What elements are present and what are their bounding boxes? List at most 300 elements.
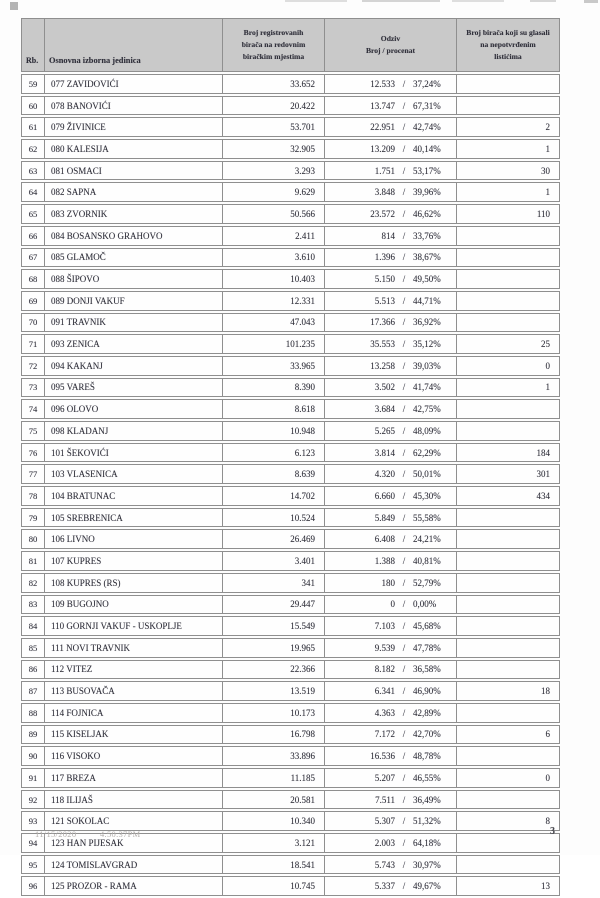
turnout-slash: / [402, 100, 406, 111]
cell-registered-voters: 6.123 [222, 443, 324, 463]
turnout-count: 5.207 [374, 772, 395, 783]
cell-registered-voters: 3.293 [222, 161, 324, 181]
cell-row-number: 67 [21, 248, 44, 268]
cell-unconfirmed-ballots [456, 74, 560, 94]
cell-unconfirmed-ballots [456, 226, 560, 246]
scan-artifact-dash [285, 0, 347, 2]
cell-turnout [324, 790, 456, 810]
turnout-percent: 36,49% [413, 794, 441, 805]
table-row [21, 855, 560, 875]
cell-turnout [324, 508, 456, 528]
cell-electoral-unit: 078 BANOVIĆI [44, 96, 222, 116]
cell-electoral-unit: 124 TOMISLAVGRAD [44, 855, 222, 875]
cell-unconfirmed-ballots: 184 [456, 443, 560, 463]
cell-row-number: 76 [21, 443, 44, 463]
cell-registered-voters: 47.043 [222, 313, 324, 333]
cell-unconfirmed-ballots [456, 248, 560, 268]
header-registered-line3: biračkim mjestima [242, 51, 305, 61]
header-rb: Rb. [21, 18, 44, 72]
turnout-slash: / [402, 881, 406, 892]
cell-row-number: 77 [21, 464, 44, 484]
turnout-percent: 46,55% [413, 772, 441, 783]
table-row [21, 291, 560, 311]
turnout-percent: 36,58% [413, 664, 441, 675]
turnout-count: 13.747 [370, 100, 395, 111]
cell-unconfirmed-ballots [456, 595, 560, 615]
turnout-count: 3.502 [374, 382, 395, 393]
footer-page-number: 3 [550, 826, 555, 837]
cell-unconfirmed-ballots [456, 855, 560, 875]
turnout-slash: / [402, 252, 406, 263]
cell-turnout [324, 660, 456, 680]
cell-electoral-unit: 081 OSMACI [44, 161, 222, 181]
scan-artifact-square [10, 2, 18, 10]
turnout-count: 5.513 [374, 295, 395, 306]
cell-registered-voters: 18.541 [222, 855, 324, 875]
cell-electoral-unit: 104 BRATUNAC [44, 486, 222, 506]
turnout-slash: / [402, 859, 406, 870]
cell-turnout [324, 746, 456, 766]
table-row [21, 508, 560, 528]
cell-turnout [324, 117, 456, 137]
header-registered-line1: Broj registrovanih [243, 28, 304, 38]
table-body [21, 74, 560, 896]
table-row [21, 443, 560, 463]
header-turnout [324, 18, 456, 72]
cell-electoral-unit: 094 KAKANJ [44, 356, 222, 376]
turnout-count: 4.363 [374, 707, 395, 718]
turnout-count: 13.209 [370, 143, 395, 154]
cell-unconfirmed-ballots: 30 [456, 161, 560, 181]
cell-registered-voters: 8.390 [222, 378, 324, 398]
turnout-count: 16.536 [370, 751, 395, 762]
cell-turnout [324, 443, 456, 463]
turnout-count: 12.533 [370, 78, 395, 89]
turnout-count: 7.103 [374, 621, 395, 632]
table-row [21, 551, 560, 571]
turnout-count: 6.408 [374, 534, 395, 545]
turnout-count: 7.511 [375, 794, 395, 805]
cell-registered-voters: 50.566 [222, 204, 324, 224]
turnout-count: 5.150 [374, 274, 395, 285]
header-unconfirmed-line1: Broj birača koji su glasali [466, 28, 550, 38]
cell-registered-voters: 10.173 [222, 703, 324, 723]
cell-electoral-unit: 080 KALESIJA [44, 139, 222, 159]
cell-electoral-unit: 096 OLOVO [44, 399, 222, 419]
turnout-percent: 36,92% [413, 317, 441, 328]
cell-registered-voters: 33.896 [222, 746, 324, 766]
cell-turnout [324, 486, 456, 506]
table-row [21, 486, 560, 506]
turnout-percent: 42,74% [413, 122, 441, 133]
turnout-count: 6.660 [374, 490, 395, 501]
cell-turnout [324, 204, 456, 224]
cell-turnout [324, 399, 456, 419]
cell-electoral-unit: 091 TRAVNIK [44, 313, 222, 333]
cell-turnout [324, 464, 456, 484]
table-row [21, 746, 560, 766]
turnout-count: 1.388 [374, 555, 395, 566]
turnout-percent: 40,81% [413, 555, 441, 566]
cell-row-number: 93 [21, 811, 44, 831]
cell-turnout [324, 681, 456, 701]
cell-electoral-unit: 084 BOSANSKO GRAHOVO [44, 226, 222, 246]
header-registered-voters [222, 18, 324, 72]
cell-unconfirmed-ballots: 0 [456, 768, 560, 788]
turnout-percent: 41,74% [413, 382, 441, 393]
cell-turnout [324, 291, 456, 311]
cell-electoral-unit: 107 KUPRES [44, 551, 222, 571]
header-unconfirmed-line3: listićima [494, 51, 522, 61]
turnout-slash: / [402, 751, 406, 762]
cell-electoral-unit: 109 BUGOJNO [44, 595, 222, 615]
turnout-slash: / [402, 469, 406, 480]
cell-electoral-unit: 113 BUSOVAČA [44, 681, 222, 701]
cell-registered-voters: 341 [222, 573, 324, 593]
cell-unconfirmed-ballots [456, 291, 560, 311]
cell-row-number: 71 [21, 334, 44, 354]
turnout-slash: / [402, 577, 406, 588]
turnout-percent: 49,50% [413, 274, 441, 285]
cell-turnout [324, 725, 456, 745]
turnout-percent: 45,68% [413, 621, 441, 632]
cell-turnout [324, 573, 456, 593]
cell-unconfirmed-ballots [456, 616, 560, 636]
turnout-count: 6.341 [374, 686, 395, 697]
turnout-count: 180 [381, 577, 395, 588]
cell-unconfirmed-ballots: 18 [456, 681, 560, 701]
cell-unconfirmed-ballots [456, 508, 560, 528]
cell-unconfirmed-ballots [456, 703, 560, 723]
cell-turnout [324, 161, 456, 181]
cell-row-number: 87 [21, 681, 44, 701]
turnout-percent: 62,29% [413, 447, 441, 458]
cell-turnout [324, 313, 456, 333]
cell-electoral-unit: 108 KUPRES (RS) [44, 573, 222, 593]
cell-registered-voters: 10.948 [222, 421, 324, 441]
table-row [21, 399, 560, 419]
cell-registered-voters: 29.447 [222, 595, 324, 615]
turnout-percent: 44,71% [413, 295, 441, 306]
turnout-slash: / [402, 664, 406, 675]
table-row [21, 573, 560, 593]
cell-unconfirmed-ballots: 301 [456, 464, 560, 484]
scan-artifact-dash [584, 0, 598, 3]
cell-electoral-unit: 115 KISELJAK [44, 725, 222, 745]
turnout-slash: / [402, 599, 406, 610]
header-registered-line2: birača na redovnim [241, 40, 306, 50]
turnout-percent: 35,12% [413, 339, 441, 350]
table-row [21, 768, 560, 788]
turnout-slash: / [402, 447, 406, 458]
cell-electoral-unit: 101 ŠEKOVIĆI [44, 443, 222, 463]
turnout-count: 5.337 [374, 881, 395, 892]
cell-electoral-unit: 121 SOKOLAC [44, 811, 222, 831]
table-row [21, 378, 560, 398]
cell-turnout [324, 595, 456, 615]
cell-row-number: 94 [21, 833, 44, 853]
table-row [21, 703, 560, 723]
cell-electoral-unit: 106 LIVNO [44, 529, 222, 549]
turnout-count: 5.849 [374, 512, 395, 523]
cell-row-number: 66 [21, 226, 44, 246]
cell-registered-voters: 16.798 [222, 725, 324, 745]
cell-row-number: 68 [21, 269, 44, 289]
cell-registered-voters: 22.366 [222, 660, 324, 680]
turnout-count: 3.848 [374, 187, 395, 198]
cell-registered-voters: 53.701 [222, 117, 324, 137]
cell-electoral-unit: 110 GORNJI VAKUF - USKOPLJE [44, 616, 222, 636]
scan-artifact-dash [362, 0, 440, 2]
cell-registered-voters: 20.581 [222, 790, 324, 810]
turnout-slash: / [402, 295, 406, 306]
turnout-percent: 30,97% [413, 859, 441, 870]
cell-electoral-unit: 089 DONJI VAKUF [44, 291, 222, 311]
cell-registered-voters: 3.610 [222, 248, 324, 268]
cell-registered-voters: 26.469 [222, 529, 324, 549]
turnout-percent: 48,78% [413, 751, 441, 762]
cell-row-number: 61 [21, 117, 44, 137]
turnout-slash: / [402, 187, 406, 198]
cell-unconfirmed-ballots [456, 573, 560, 593]
table-row [21, 161, 560, 181]
cell-turnout [324, 616, 456, 636]
header-turnout-line1: Odziv [380, 34, 401, 44]
cell-registered-voters: 11.185 [222, 768, 324, 788]
cell-turnout [324, 356, 456, 376]
turnout-slash: / [402, 621, 406, 632]
cell-unconfirmed-ballots [456, 638, 560, 658]
table-row [21, 334, 560, 354]
cell-turnout [324, 269, 456, 289]
cell-turnout [324, 96, 456, 116]
turnout-slash: / [402, 165, 406, 176]
turnout-percent: 53,17% [413, 165, 441, 176]
cell-unconfirmed-ballots [456, 421, 560, 441]
cell-electoral-unit: 083 ZVORNIK [44, 204, 222, 224]
table-row [21, 269, 560, 289]
cell-registered-voters: 14.702 [222, 486, 324, 506]
cell-electoral-unit: 117 BREZA [44, 768, 222, 788]
cell-electoral-unit: 095 VAREŠ [44, 378, 222, 398]
table-row [21, 660, 560, 680]
cell-unconfirmed-ballots: 8 [456, 811, 560, 831]
table-row [21, 529, 560, 549]
turnout-count: 23.572 [370, 208, 395, 219]
turnout-count: 1.396 [374, 252, 395, 263]
cell-unconfirmed-ballots [456, 746, 560, 766]
turnout-percent: 52,79% [413, 577, 441, 588]
table-row [21, 117, 560, 137]
table-row [21, 74, 560, 94]
turnout-slash: / [402, 122, 406, 133]
turnout-percent: 45,30% [413, 490, 441, 501]
cell-row-number: 92 [21, 790, 44, 810]
footer-time: 4.50.37PM [100, 829, 141, 839]
turnout-slash: / [402, 686, 406, 697]
cell-registered-voters: 12.331 [222, 291, 324, 311]
cell-registered-voters: 33.965 [222, 356, 324, 376]
cell-unconfirmed-ballots [456, 529, 560, 549]
table-row [21, 96, 560, 116]
cell-turnout [324, 226, 456, 246]
turnout-percent: 46,62% [413, 208, 441, 219]
turnout-slash: / [402, 490, 406, 501]
turnout-slash: / [402, 425, 406, 436]
turnout-slash: / [402, 382, 406, 393]
cell-row-number: 65 [21, 204, 44, 224]
cell-turnout [324, 638, 456, 658]
table-row [21, 595, 560, 615]
turnout-slash: / [402, 729, 406, 740]
turnout-count: 9.539 [374, 642, 395, 653]
scan-artifact-dash [452, 0, 504, 2]
table-row [21, 204, 560, 224]
turnout-percent: 39,03% [413, 360, 441, 371]
turnout-slash: / [402, 143, 406, 154]
cell-turnout [324, 139, 456, 159]
cell-electoral-unit: 082 SAPNA [44, 182, 222, 202]
cell-row-number: 60 [21, 96, 44, 116]
cell-electoral-unit: 112 VITEZ [44, 660, 222, 680]
cell-registered-voters: 10.524 [222, 508, 324, 528]
turnout-slash: / [402, 339, 406, 350]
cell-unconfirmed-ballots: 1 [456, 182, 560, 202]
cell-row-number: 96 [21, 876, 44, 896]
cell-turnout [324, 833, 456, 853]
header-unconfirmed-line2: na nepotvrđenim [480, 40, 536, 50]
table-row [21, 725, 560, 745]
cell-turnout [324, 182, 456, 202]
turnout-slash: / [402, 208, 406, 219]
cell-unconfirmed-ballots: 0 [456, 356, 560, 376]
turnout-slash: / [402, 772, 406, 783]
table-row [21, 139, 560, 159]
table-header-row [21, 18, 560, 72]
cell-row-number: 75 [21, 421, 44, 441]
cell-unconfirmed-ballots: 434 [456, 486, 560, 506]
turnout-slash: / [402, 360, 406, 371]
turnout-count: 35.553 [370, 339, 395, 350]
turnout-count: 2.003 [374, 837, 395, 848]
cell-row-number: 62 [21, 139, 44, 159]
turnout-count: 5.307 [374, 816, 395, 827]
turnout-percent: 47,78% [413, 642, 441, 653]
turnout-percent: 51,32% [413, 816, 441, 827]
turnout-count: 22.951 [370, 122, 395, 133]
cell-unconfirmed-ballots: 1 [456, 139, 560, 159]
cell-electoral-unit: 123 HAN PIJESAK [44, 833, 222, 853]
turnout-percent: 42,89% [413, 707, 441, 718]
cell-registered-voters: 101.235 [222, 334, 324, 354]
cell-unconfirmed-ballots: 13 [456, 876, 560, 896]
cell-electoral-unit: 103 VLASENICA [44, 464, 222, 484]
table-header [21, 18, 560, 72]
cell-unconfirmed-ballots: 1 [456, 378, 560, 398]
turnout-slash: / [402, 317, 406, 328]
table-row [21, 681, 560, 701]
cell-registered-voters: 8.618 [222, 399, 324, 419]
turnout-count: 3.814 [374, 447, 395, 458]
cell-row-number: 84 [21, 616, 44, 636]
footer-date: 11/15/2020 [35, 829, 77, 839]
cell-row-number: 81 [21, 551, 44, 571]
table-row [21, 182, 560, 202]
cell-turnout [324, 74, 456, 94]
table-row [21, 226, 560, 246]
cell-turnout [324, 811, 456, 831]
cell-electoral-unit: 111 NOVI TRAVNIK [44, 638, 222, 658]
turnout-count: 1.751 [374, 165, 395, 176]
cell-row-number: 82 [21, 573, 44, 593]
cell-turnout [324, 378, 456, 398]
cell-row-number: 78 [21, 486, 44, 506]
turnout-count: 13.258 [370, 360, 395, 371]
cell-electoral-unit: 079 ŽIVINICE [44, 117, 222, 137]
cell-registered-voters: 10.340 [222, 811, 324, 831]
turnout-percent: 67,31% [413, 100, 441, 111]
turnout-percent: 39,96% [413, 187, 441, 198]
cell-turnout [324, 876, 456, 896]
cell-row-number: 88 [21, 703, 44, 723]
turnout-count: 4.320 [374, 469, 395, 480]
cell-row-number: 70 [21, 313, 44, 333]
cell-electoral-unit: 077 ZAVIDOVIĆI [44, 74, 222, 94]
cell-registered-voters: 33.652 [222, 74, 324, 94]
cell-unconfirmed-ballots [456, 313, 560, 333]
turnout-slash: / [402, 642, 406, 653]
cell-unconfirmed-ballots [456, 790, 560, 810]
cell-turnout [324, 529, 456, 549]
turnout-slash: / [402, 512, 406, 523]
cell-unconfirmed-ballots [456, 551, 560, 571]
cell-row-number: 89 [21, 725, 44, 745]
turnout-slash: / [402, 274, 406, 285]
cell-turnout [324, 334, 456, 354]
cell-row-number: 85 [21, 638, 44, 658]
cell-row-number: 95 [21, 855, 44, 875]
cell-registered-voters: 10.403 [222, 269, 324, 289]
cell-electoral-unit: 093 ZENICA [44, 334, 222, 354]
turnout-slash: / [402, 534, 406, 545]
cell-unconfirmed-ballots: 25 [456, 334, 560, 354]
turnout-count: 0 [390, 599, 395, 610]
table-row [21, 638, 560, 658]
scan-artifact-dash [530, 0, 556, 2]
cell-electoral-unit: 125 PROZOR - RAMA [44, 876, 222, 896]
cell-row-number: 91 [21, 768, 44, 788]
turnout-slash: / [402, 555, 406, 566]
cell-row-number: 64 [21, 182, 44, 202]
cell-row-number: 80 [21, 529, 44, 549]
cell-registered-voters: 2.411 [222, 226, 324, 246]
turnout-percent: 46,90% [413, 686, 441, 697]
cell-registered-voters: 13.519 [222, 681, 324, 701]
turnout-slash: / [402, 404, 406, 415]
cell-registered-voters: 15.549 [222, 616, 324, 636]
cell-unconfirmed-ballots [456, 269, 560, 289]
turnout-slash: / [402, 837, 406, 848]
header-electoral-unit: Osnovna izborna jedinica [44, 18, 222, 72]
turnout-percent: 37,24% [413, 78, 441, 89]
cell-unconfirmed-ballots [456, 833, 560, 853]
turnout-percent: 42,70% [413, 729, 441, 740]
cell-row-number: 74 [21, 399, 44, 419]
cell-row-number: 79 [21, 508, 44, 528]
cell-electoral-unit: 098 KLADANJ [44, 421, 222, 441]
cell-registered-voters: 9.629 [222, 182, 324, 202]
cell-electoral-unit: 085 GLAMOČ [44, 248, 222, 268]
